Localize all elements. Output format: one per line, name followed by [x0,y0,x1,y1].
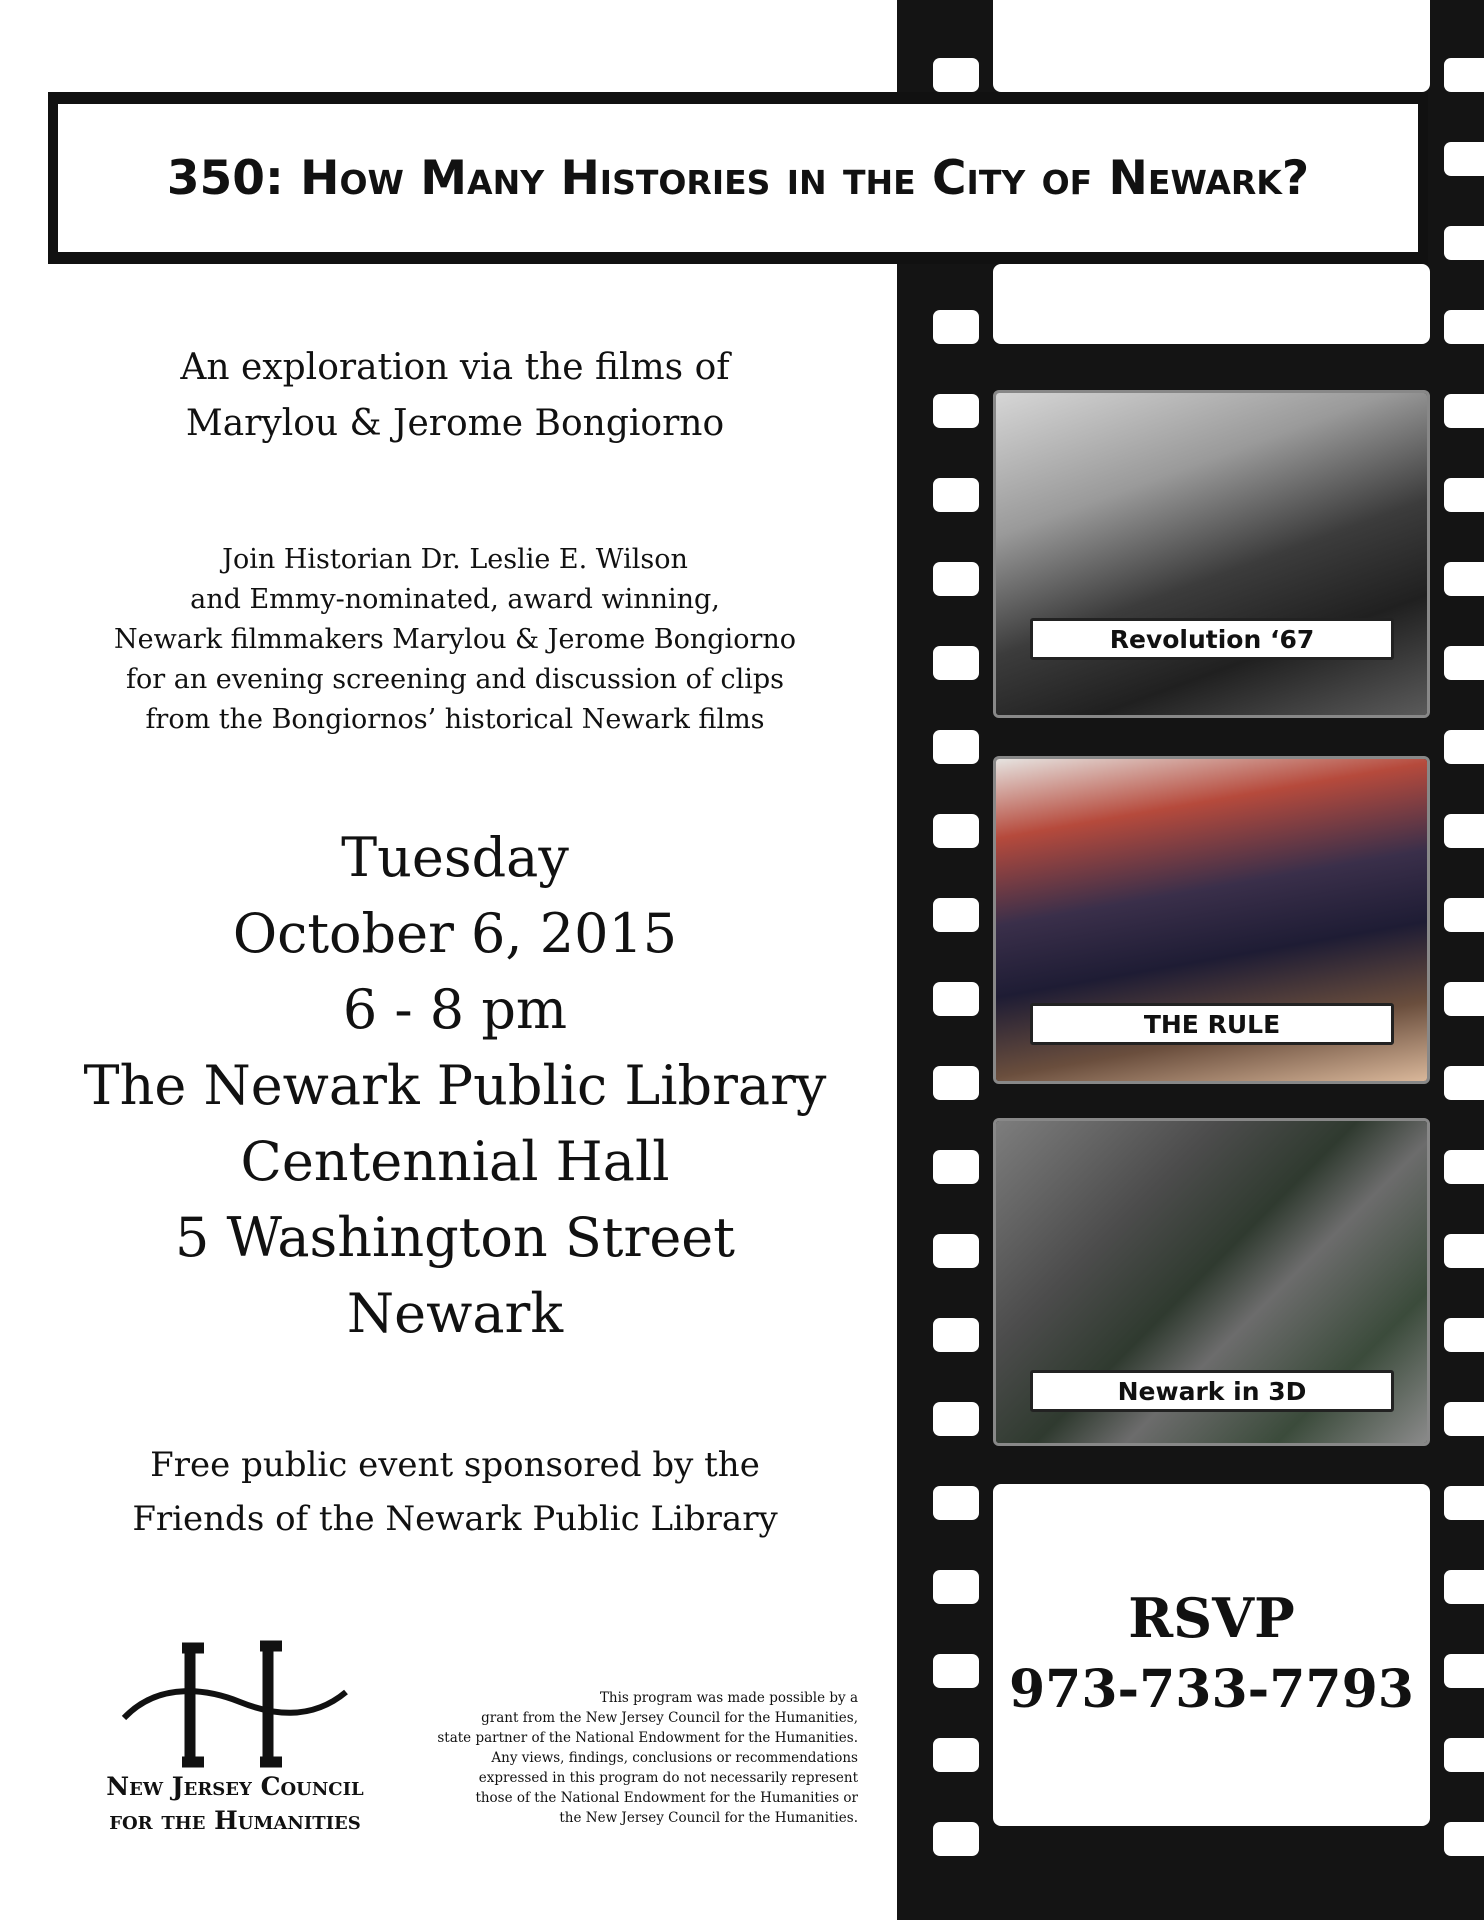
page-title: 350: How Many Histories in the City of Newark? [166,150,1310,206]
njch-logo [80,1640,390,1840]
rsvp-block [993,1582,1430,1726]
subtitle [40,340,870,452]
film-sprocket-hole-right [1444,1570,1484,1604]
event-details [40,820,870,1352]
title-banner [48,92,1428,264]
sponsor-line: Friends of the Newark Public Library [132,1499,778,1539]
event-venue: The Newark Public Library [83,1054,827,1117]
film-sprocket-hole-right [1444,394,1484,428]
disclaimer-line: Any views, findings, conclusions or recommendations [491,1750,858,1766]
film-sprocket-hole-right [1444,1738,1484,1772]
film-sprocket-hole-left [933,982,979,1016]
disclaimer-line: grant from the New Jersey Council for the Humanities, [481,1710,858,1726]
film-sprocket-hole-left [933,58,979,92]
film-sprocket-hole-right [1444,310,1484,344]
film-sprocket-hole-right [1444,1486,1484,1520]
film-sprocket-hole-left [933,1738,979,1772]
sponsor-line: Free public event sponsored by the [150,1445,760,1485]
sponsor-note [40,1438,870,1546]
event-time: 6 - 8 pm [342,978,568,1041]
film-sprocket-hole-left [933,478,979,512]
film-sprocket-hole-left [933,1150,979,1184]
film-frame-blank-top [993,0,1430,92]
film-frame-blank-upper [993,264,1430,344]
logo-name-line: for the Humanities [109,1806,361,1835]
film-sprocket-hole-left [933,1654,979,1688]
film-sprocket-hole-left [933,814,979,848]
film-sprocket-hole-left [933,310,979,344]
film-title-label: Newark in 3D [1030,1370,1394,1412]
film-sprocket-hole-left [933,1570,979,1604]
film-sprocket-hole-right [1444,982,1484,1016]
logo-name-line: New Jersey Council [106,1772,364,1801]
film-sprocket-hole-right [1444,1066,1484,1100]
rsvp-phone[interactable]: 973-733-7793 [1009,1659,1414,1720]
film-sprocket-hole-right [1444,1150,1484,1184]
disclaimer-line: the New Jersey Council for the Humanities. [559,1810,858,1826]
film-sprocket-hole-right [1444,1402,1484,1436]
film-sprocket-hole-right [1444,814,1484,848]
disclaimer-line: those of the National Endowment for the Humanities or [475,1790,858,1806]
film-sprocket-hole-right [1444,1654,1484,1688]
film-sprocket-hole-right [1444,1234,1484,1268]
event-date: October 6, 2015 [232,902,678,965]
film-sprocket-holes-left [933,0,979,1920]
film-sprocket-hole-left [933,394,979,428]
subtitle-line: An exploration via the films of [180,347,730,388]
intro-line: Newark filmmakers Marylou & Jerome Bongiorno [113,624,796,655]
event-room: Centennial Hall [240,1130,670,1193]
njch-h-mark-icon [120,1640,350,1770]
rsvp-label: RSVP [1128,1586,1295,1650]
film-title-label: Revolution ‘67 [1030,618,1394,660]
film-still-photo [996,393,1427,715]
film-sprocket-hole-right [1444,898,1484,932]
film-sprocket-hole-left [933,730,979,764]
film-sprocket-hole-right [1444,730,1484,764]
disclaimer-line: expressed in this program do not necessarily represent [478,1770,858,1786]
film-sprocket-hole-left [933,646,979,680]
film-sprocket-hole-left [933,1486,979,1520]
intro-line: Join Historian Dr. Leslie E. Wilson [222,544,688,575]
film-sprocket-hole-right [1444,58,1484,92]
film-sprocket-holes-right [1444,0,1484,1920]
subtitle-line: Marylou & Jerome Bongiorno [185,403,725,444]
funding-disclaimer [380,1688,858,1828]
film-sprocket-hole-left [933,1402,979,1436]
intro-line: and Emmy-nominated, award winning, [190,584,720,615]
film-sprocket-hole-right [1444,1318,1484,1352]
film-sprocket-hole-right [1444,646,1484,680]
film-sprocket-hole-left [933,1822,979,1856]
film-sprocket-hole-right [1444,562,1484,596]
film-sprocket-hole-right [1444,478,1484,512]
film-sprocket-hole-right [1444,1822,1484,1856]
film-sprocket-hole-right [1444,226,1484,260]
film-sprocket-hole-left [933,1234,979,1268]
event-street: 5 Washington Street [175,1206,735,1269]
event-city: Newark [346,1282,564,1345]
film-sprocket-hole-left [933,1318,979,1352]
film-still-revolution-67 [993,390,1430,718]
intro-paragraph [40,540,870,740]
film-sprocket-hole-left [933,562,979,596]
event-day: Tuesday [341,826,569,889]
film-sprocket-hole-left [933,1066,979,1100]
disclaimer-line: This program was made possible by a [599,1690,858,1706]
film-still-the-rule [993,756,1430,1084]
film-sprocket-hole-left [933,898,979,932]
title-banner-inner [58,104,1418,252]
film-title-label: THE RULE [1030,1003,1394,1045]
film-sprocket-hole-right [1444,142,1484,176]
film-still-newark-in-3d [993,1118,1430,1446]
disclaimer-line: state partner of the National Endowment for the Humanities. [437,1730,858,1746]
intro-line: for an evening screening and discussion of clips [126,664,784,695]
intro-line: from the Bongiornos’ historical Newark films [145,704,765,735]
